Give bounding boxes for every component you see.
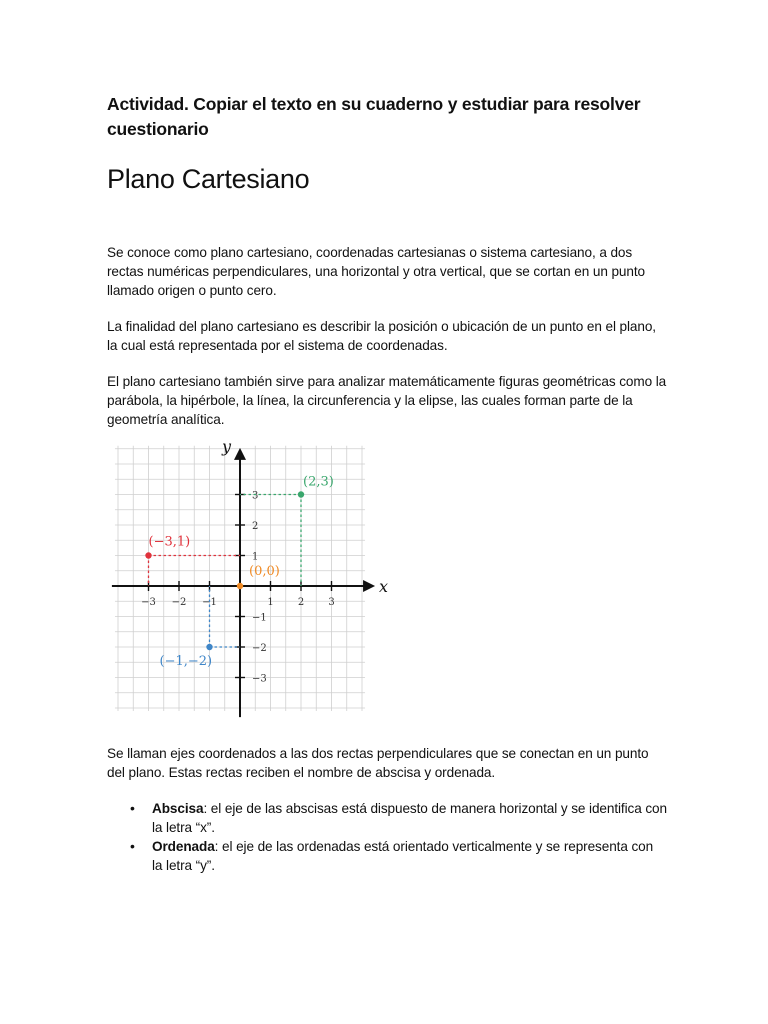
activity-heading: Actividad. Copiar el texto en su cuaderno y estudiar para resolver cuestionario — [107, 94, 641, 139]
y-tick-label: 3 — [252, 490, 259, 502]
point-label: (0,0) — [249, 564, 280, 579]
bullet-icon: • — [130, 838, 135, 854]
y-axis-label: y — [222, 436, 232, 456]
x-tick-label: −1 — [202, 597, 217, 608]
bullet-icon: • — [130, 800, 135, 816]
paragraph-axes: Se llaman ejes coordenados a las dos rectas perpendiculares que se conectan en un punto del plano. Estas rectas reciben el nombre de abscisa y ordenada. — [107, 746, 649, 780]
page-title: Plano Cartesiano — [107, 164, 310, 194]
paragraph-purpose: La finalidad del plano cartesiano es describir la posición o ubicación de un punto en el plano, la cual está representada por el sistema de coordenadas. — [107, 319, 656, 353]
point-marker — [237, 583, 243, 589]
point-marker — [298, 491, 304, 497]
paragraph-definition: Se conoce como plano cartesiano, coordenadas cartesianas o sistema cartesiano, a dos rectas numéricas perpendiculares, una horizontal y otra vertical, que se cortan en un punto llamado origen o punto cero. — [107, 245, 645, 298]
y-tick-label: 1 — [252, 551, 259, 563]
list-item-abscisa — [130, 799, 667, 837]
x-tick-label: −2 — [171, 597, 187, 608]
document-page — [107, 92, 667, 875]
term-abscisa: Abscisa — [152, 801, 204, 816]
paragraph-uses: El plano cartesiano también sirve para analizar matemáticamente figuras geométricas como la parábola, la hipérbole, la línea, la circunferencia y la elipse, las cuales forman parte de la geometría analítica. — [107, 374, 667, 427]
x-tick-label: −3 — [141, 597, 156, 608]
list-item-ordenada — [130, 837, 667, 875]
y-axis-arrow-icon — [234, 448, 246, 460]
x-axis-arrow-icon — [363, 580, 375, 592]
y-tick-label: 2 — [252, 521, 259, 532]
point-label: (2,3) — [303, 474, 334, 490]
point-label: (−1,−2) — [159, 654, 213, 669]
x-tick-label: 1 — [267, 597, 274, 608]
y-tick-label: −2 — [252, 643, 267, 654]
axes-list — [107, 799, 667, 875]
point-label: (−3,1) — [148, 534, 191, 550]
point-marker — [206, 644, 212, 650]
cartesian-plane-figure — [105, 436, 389, 726]
x-tick-label: 2 — [297, 597, 305, 608]
x-tick-label: 3 — [328, 597, 335, 608]
desc-abscisa: : el eje de las abscisas está dispuesto de manera horizontal y se identifica con la letra “x”. — [152, 801, 667, 835]
point-marker — [145, 552, 151, 558]
y-tick-label: −3 — [252, 673, 267, 685]
y-tick-label: −1 — [252, 612, 267, 624]
desc-ordenada: : el eje de las ordenadas está orientado verticalmente y se representa con la letra “y”. — [152, 839, 654, 873]
term-ordenada: Ordenada — [152, 839, 215, 854]
x-axis-label: x — [379, 577, 389, 596]
cartesian-plane-svg — [105, 436, 389, 726]
